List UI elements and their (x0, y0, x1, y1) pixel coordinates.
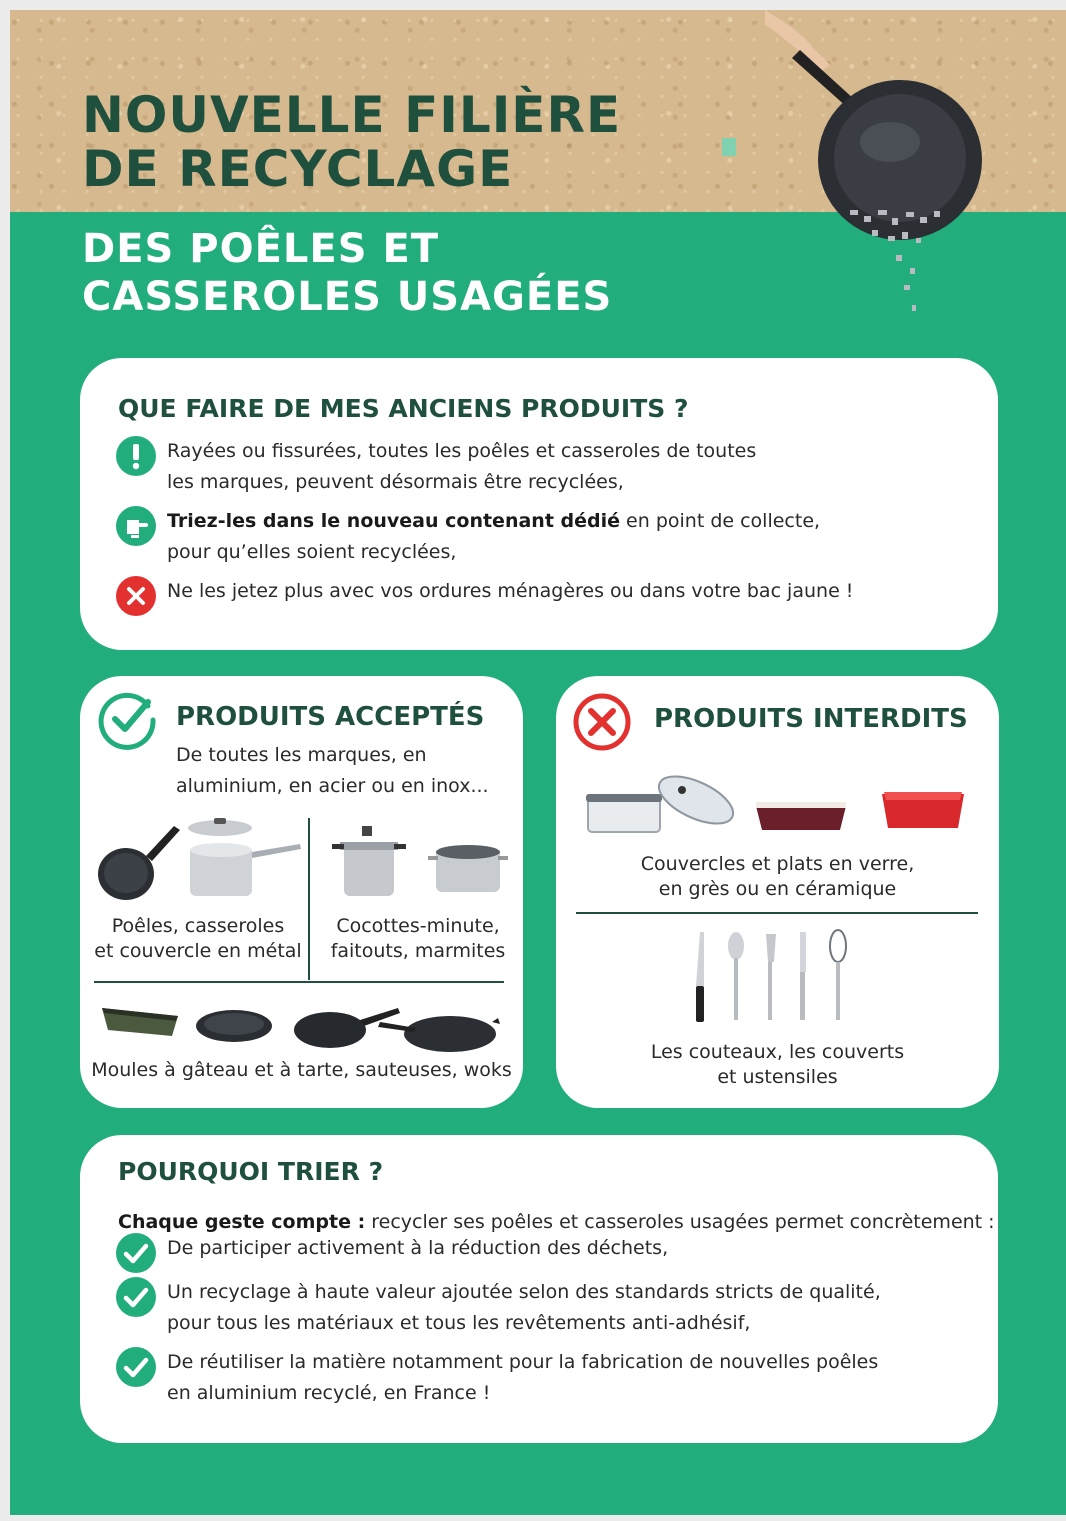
what-to-do-heading: QUE FAIRE DE MES ANCIENS PRODUITS ? (118, 394, 689, 423)
glass-caption: Couvercles et plats en verre, en grès ou en céramique (640, 853, 915, 900)
accepted-products-card (80, 676, 523, 1108)
poster (10, 10, 1066, 1515)
moulds-woks-illustration (98, 994, 500, 1056)
subtitle (82, 225, 612, 321)
list-item-text: Un recyclage à haute valeur ajoutée selon des standards stricts de qualité, pour tous les matériaux et tous les revêtements anti-adhésif, (167, 1281, 881, 1334)
list-item-text: De participer activement à la réduction des déchets, (167, 1237, 669, 1259)
accepted-heading: PRODUITS ACCEPTÉS (176, 702, 485, 732)
list-item-text: Rayées ou fissurées, toutes les poêles et casseroles de toutes les marques, peuvent désormais être recyclées, (167, 440, 757, 493)
why-lead: Chaque geste compte : recycler ses poêles et casseroles usagées permet concrètement : (118, 1211, 995, 1233)
list-item (116, 1233, 668, 1273)
check-circle-icon (98, 690, 158, 750)
pressure-cooker-pot-illustration (332, 824, 512, 904)
forbidden-products-card (556, 676, 999, 1108)
cutlery-utensils-illustration (688, 928, 868, 1028)
list-item (116, 1347, 878, 1409)
check-icon (116, 1233, 156, 1273)
divider (308, 818, 310, 980)
list-item (116, 576, 853, 616)
check-icon (116, 1347, 156, 1387)
divider (576, 912, 978, 914)
list-item-text: Ne les jetez plus avec vos ordures ménagères ou dans votre bac jaune ! (167, 580, 854, 602)
cutlery-caption: Les couteaux, les couverts et ustensiles (650, 1041, 905, 1088)
list-item-text: Triez-les dans le nouveau contenant dédié en point de collecte, pour qu’elles soient recyclées, (167, 510, 821, 563)
check-icon (116, 1277, 156, 1317)
list-item-text: De réutiliser la matière notamment pour la fabrication de nouvelles poêles en aluminium recyclé, en France ! (167, 1351, 879, 1404)
subtitle-line-2: CASSEROLES USAGÉES (82, 274, 613, 320)
list-item (116, 436, 756, 498)
moulds-caption: Moules à gâteau et à tarte, sauteuses, woks (91, 1059, 512, 1081)
list-item (116, 1277, 881, 1339)
cross-icon (116, 576, 156, 616)
list-item (116, 506, 820, 568)
accepted-subtitle: De toutes les marques, en aluminium, en acier ou en inox... (176, 744, 489, 797)
leaf-dot-icon (722, 138, 736, 156)
divider (94, 981, 504, 983)
why-heading: POURQUOI TRIER ? (118, 1157, 384, 1186)
exclamation-icon (116, 436, 156, 476)
cross-circle-icon (572, 692, 632, 752)
subtitle-line-1: DES POÊLES ET (82, 226, 440, 272)
title-line-2: DE RECYCLAGE (82, 140, 514, 198)
main-title (82, 88, 621, 196)
why-sort-card (80, 1135, 998, 1443)
pans-caption: Poêles, casseroles et couvercle en métal (94, 915, 302, 962)
hand-drop-icon (116, 506, 156, 546)
title-line-1: NOUVELLE FILIÈRE (82, 86, 622, 144)
forbidden-heading: PRODUITS INTERDITS (654, 704, 968, 734)
glass-ceramic-dishes-illustration (584, 768, 974, 844)
cookers-caption: Cocottes-minute, faitouts, marmites (330, 915, 506, 962)
what-to-do-card (80, 358, 998, 650)
pans-saucepan-illustration (94, 816, 304, 906)
pan-shredding-illustration (760, 10, 1010, 330)
